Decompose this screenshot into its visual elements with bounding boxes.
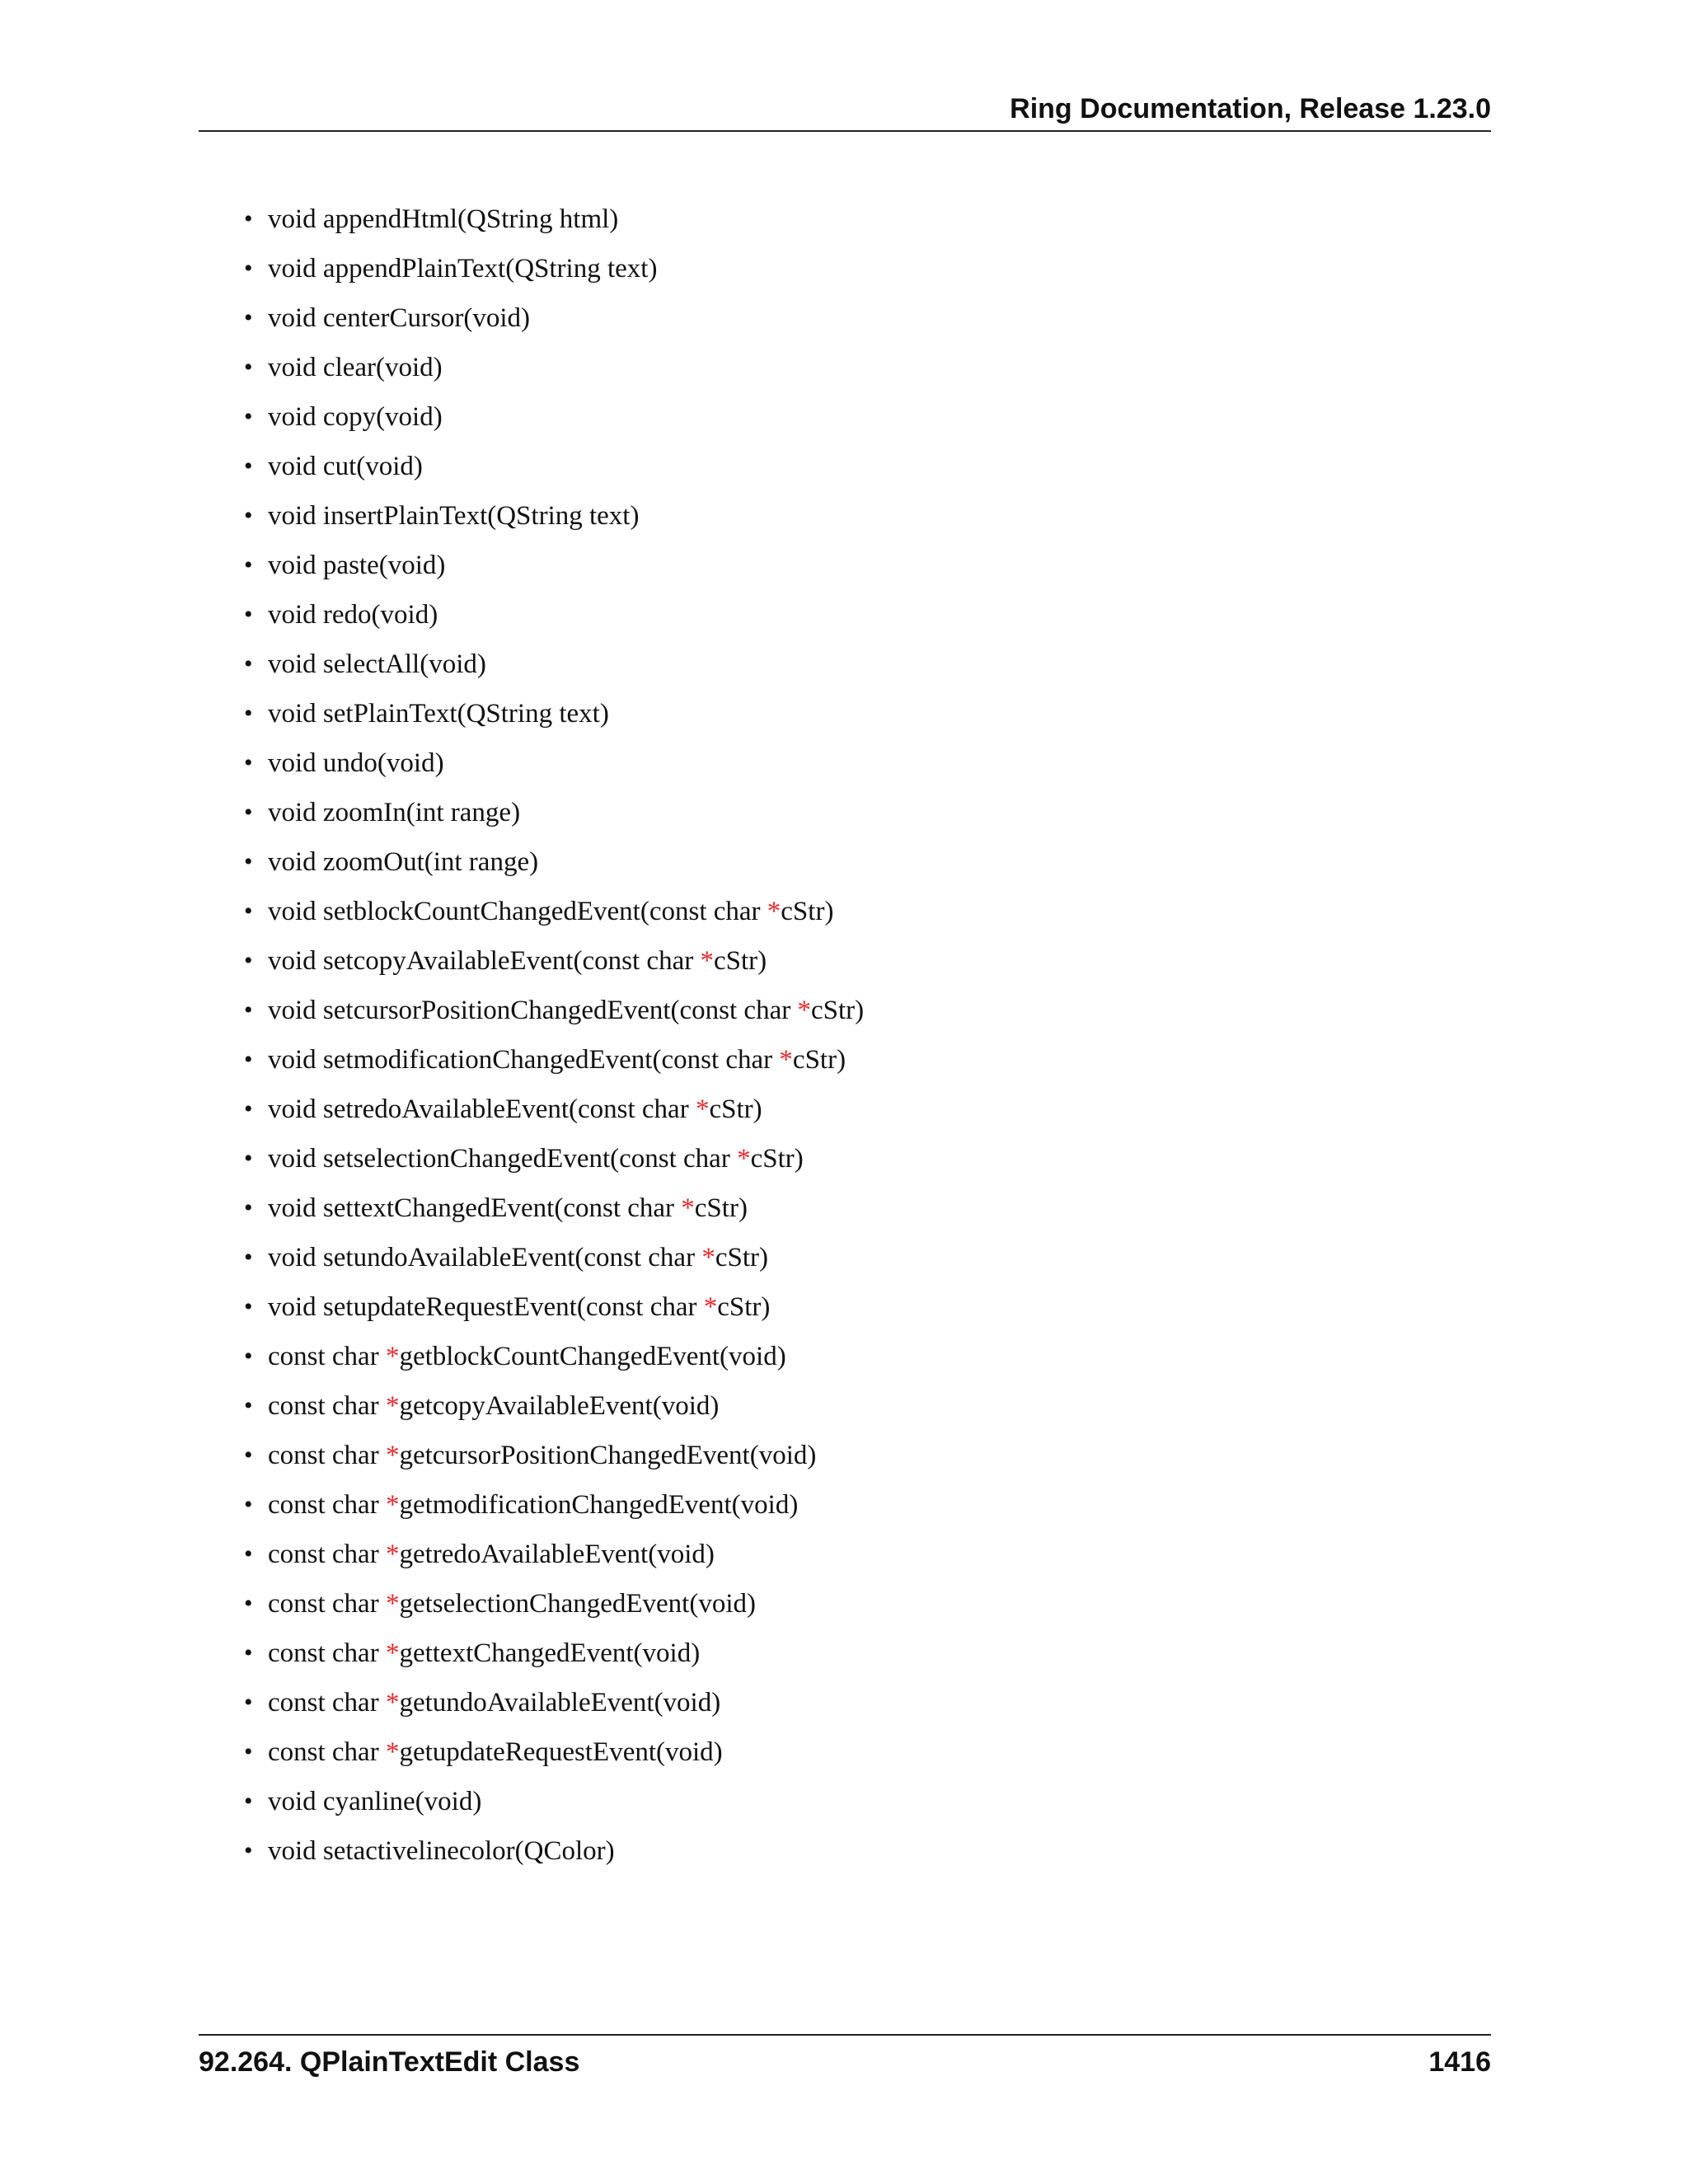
bullet-icon: • <box>244 700 253 727</box>
list-item <box>199 1480 864 1530</box>
method-list <box>199 194 864 1876</box>
method-signature: const char *getmodificationChangedEvent(void) <box>268 1490 799 1520</box>
pointer-star: * <box>385 1638 400 1668</box>
list-item <box>199 837 864 887</box>
bullet-icon: • <box>244 898 253 925</box>
method-signature: void zoomOut(int range) <box>268 847 539 877</box>
list-item <box>199 689 864 738</box>
pointer-star: * <box>385 1342 400 1371</box>
bullet-icon: • <box>244 1046 253 1073</box>
bullet-icon: • <box>244 502 253 529</box>
method-signature: void settextChangedEvent(const char *cStr) <box>268 1193 748 1223</box>
method-signature: void appendHtml(QString html) <box>268 204 619 234</box>
method-signature: const char *getupdateRequestEvent(void) <box>268 1737 723 1767</box>
pointer-star: * <box>385 1589 400 1619</box>
method-signature: const char *gettextChangedEvent(void) <box>268 1638 701 1668</box>
bullet-icon: • <box>244 551 253 579</box>
list-item <box>199 1530 864 1579</box>
list-item <box>199 1826 864 1876</box>
pointer-star: * <box>385 1737 400 1767</box>
bullet-icon: • <box>244 1837 253 1864</box>
list-item <box>199 1134 864 1183</box>
method-signature: void setredoAvailableEvent(const char *cStr) <box>268 1094 762 1124</box>
pointer-star: * <box>737 1144 751 1174</box>
pointer-star: * <box>385 1441 400 1470</box>
list-item <box>199 1629 864 1678</box>
bullet-icon: • <box>244 996 253 1024</box>
pointer-star: * <box>797 996 811 1025</box>
list-item <box>199 491 864 541</box>
list-item <box>199 1183 864 1233</box>
bullet-icon: • <box>244 601 253 628</box>
method-signature: void setupdateRequestEvent(const char *cStr) <box>268 1292 771 1322</box>
pointer-star: * <box>701 1243 715 1272</box>
pointer-star: * <box>385 1490 400 1520</box>
method-signature: const char *getundoAvailableEvent(void) <box>268 1688 721 1718</box>
method-signature: const char *getselectionChangedEvent(void) <box>268 1589 756 1619</box>
list-item <box>199 1332 864 1381</box>
method-signature: const char *getcopyAvailableEvent(void) <box>268 1391 720 1421</box>
bullet-icon: • <box>244 650 253 677</box>
bullet-icon: • <box>244 1244 253 1271</box>
bullet-icon: • <box>244 848 253 875</box>
method-signature: const char *getcursorPositionChangedEvent(void) <box>268 1441 817 1470</box>
method-signature: void setmodificationChangedEvent(const char *cStr) <box>268 1045 846 1075</box>
list-item <box>199 640 864 689</box>
bullet-icon: • <box>244 1540 253 1568</box>
list-item <box>199 293 864 343</box>
list-item <box>199 343 864 392</box>
list-item <box>199 392 864 442</box>
list-item <box>199 194 864 244</box>
bullet-icon: • <box>244 1194 253 1221</box>
method-signature: void copy(void) <box>268 402 443 432</box>
bullet-icon: • <box>244 749 253 776</box>
bullet-icon: • <box>244 1639 253 1666</box>
list-item <box>199 1727 864 1777</box>
bullet-icon: • <box>244 1392 253 1419</box>
list-item <box>199 936 864 986</box>
list-item <box>199 1085 864 1134</box>
pointer-star: * <box>695 1094 710 1124</box>
method-signature: void centerCursor(void) <box>268 303 530 333</box>
bullet-icon: • <box>244 403 253 430</box>
pointer-star: * <box>385 1391 400 1421</box>
method-signature: void setblockCountChangedEvent(const char *cStr) <box>268 897 834 926</box>
method-signature: void redo(void) <box>268 600 438 630</box>
list-item <box>199 1233 864 1282</box>
method-signature: void setPlainText(QString text) <box>268 699 609 729</box>
list-item <box>199 590 864 640</box>
page-footer <box>199 2034 1491 2085</box>
method-signature: const char *getblockCountChangedEvent(void) <box>268 1342 786 1371</box>
document-title: Ring Documentation, Release 1.23.0 <box>1010 93 1491 124</box>
bullet-icon: • <box>244 1095 253 1122</box>
list-item <box>199 1579 864 1629</box>
method-signature: void zoomIn(int range) <box>268 798 521 827</box>
pointer-star: * <box>779 1045 793 1075</box>
bullet-icon: • <box>244 1441 253 1469</box>
section-title: 92.264. QPlainTextEdit Class <box>199 2046 580 2078</box>
bullet-icon: • <box>244 255 253 282</box>
bullet-icon: • <box>244 799 253 826</box>
method-signature: void setundoAvailableEvent(const char *cStr) <box>268 1243 768 1272</box>
bullet-icon: • <box>244 1738 253 1765</box>
list-item <box>199 442 864 491</box>
method-signature: void paste(void) <box>268 551 446 580</box>
pointer-star: * <box>385 1540 400 1569</box>
list-item <box>199 986 864 1035</box>
pointer-star: * <box>385 1688 400 1718</box>
bullet-icon: • <box>244 1343 253 1370</box>
bullet-icon: • <box>244 304 253 331</box>
method-signature: void cut(void) <box>268 452 423 481</box>
bullet-icon: • <box>244 1145 253 1172</box>
bullet-icon: • <box>244 947 253 974</box>
list-item <box>199 1431 864 1480</box>
method-signature: void appendPlainText(QString text) <box>268 254 658 284</box>
list-item <box>199 244 864 293</box>
method-signature: void setactivelinecolor(QColor) <box>268 1836 615 1866</box>
list-item <box>199 1282 864 1332</box>
pointer-star: * <box>681 1193 695 1223</box>
method-signature: void setselectionChangedEvent(const char *cStr) <box>268 1144 804 1174</box>
method-signature: void selectAll(void) <box>268 649 486 679</box>
list-item <box>199 1678 864 1727</box>
method-signature: void setcursorPositionChangedEvent(const char *cStr) <box>268 996 865 1025</box>
method-signature: void setcopyAvailableEvent(const char *cStr) <box>268 946 767 976</box>
list-item <box>199 1035 864 1085</box>
list-item <box>199 1381 864 1431</box>
list-item <box>199 541 864 590</box>
list-item <box>199 887 864 936</box>
list-item <box>199 738 864 788</box>
pointer-star: * <box>703 1292 718 1322</box>
list-item <box>199 1777 864 1826</box>
bullet-icon: • <box>244 1491 253 1518</box>
bullet-icon: • <box>244 1590 253 1617</box>
method-signature: const char *getredoAvailableEvent(void) <box>268 1540 715 1569</box>
bullet-icon: • <box>244 1293 253 1320</box>
bullet-icon: • <box>244 452 253 480</box>
method-signature: void insertPlainText(QString text) <box>268 501 640 531</box>
bullet-icon: • <box>244 1788 253 1815</box>
page-number: 1416 <box>1428 2046 1491 2078</box>
pointer-star: * <box>700 946 714 976</box>
method-signature: void clear(void) <box>268 353 443 382</box>
bullet-icon: • <box>244 1689 253 1716</box>
pointer-star: * <box>767 897 781 926</box>
method-signature: void undo(void) <box>268 748 444 778</box>
list-item <box>199 788 864 837</box>
method-signature: void cyanline(void) <box>268 1787 482 1816</box>
bullet-icon: • <box>244 354 253 381</box>
bullet-icon: • <box>244 205 253 232</box>
page-header <box>199 89 1491 132</box>
